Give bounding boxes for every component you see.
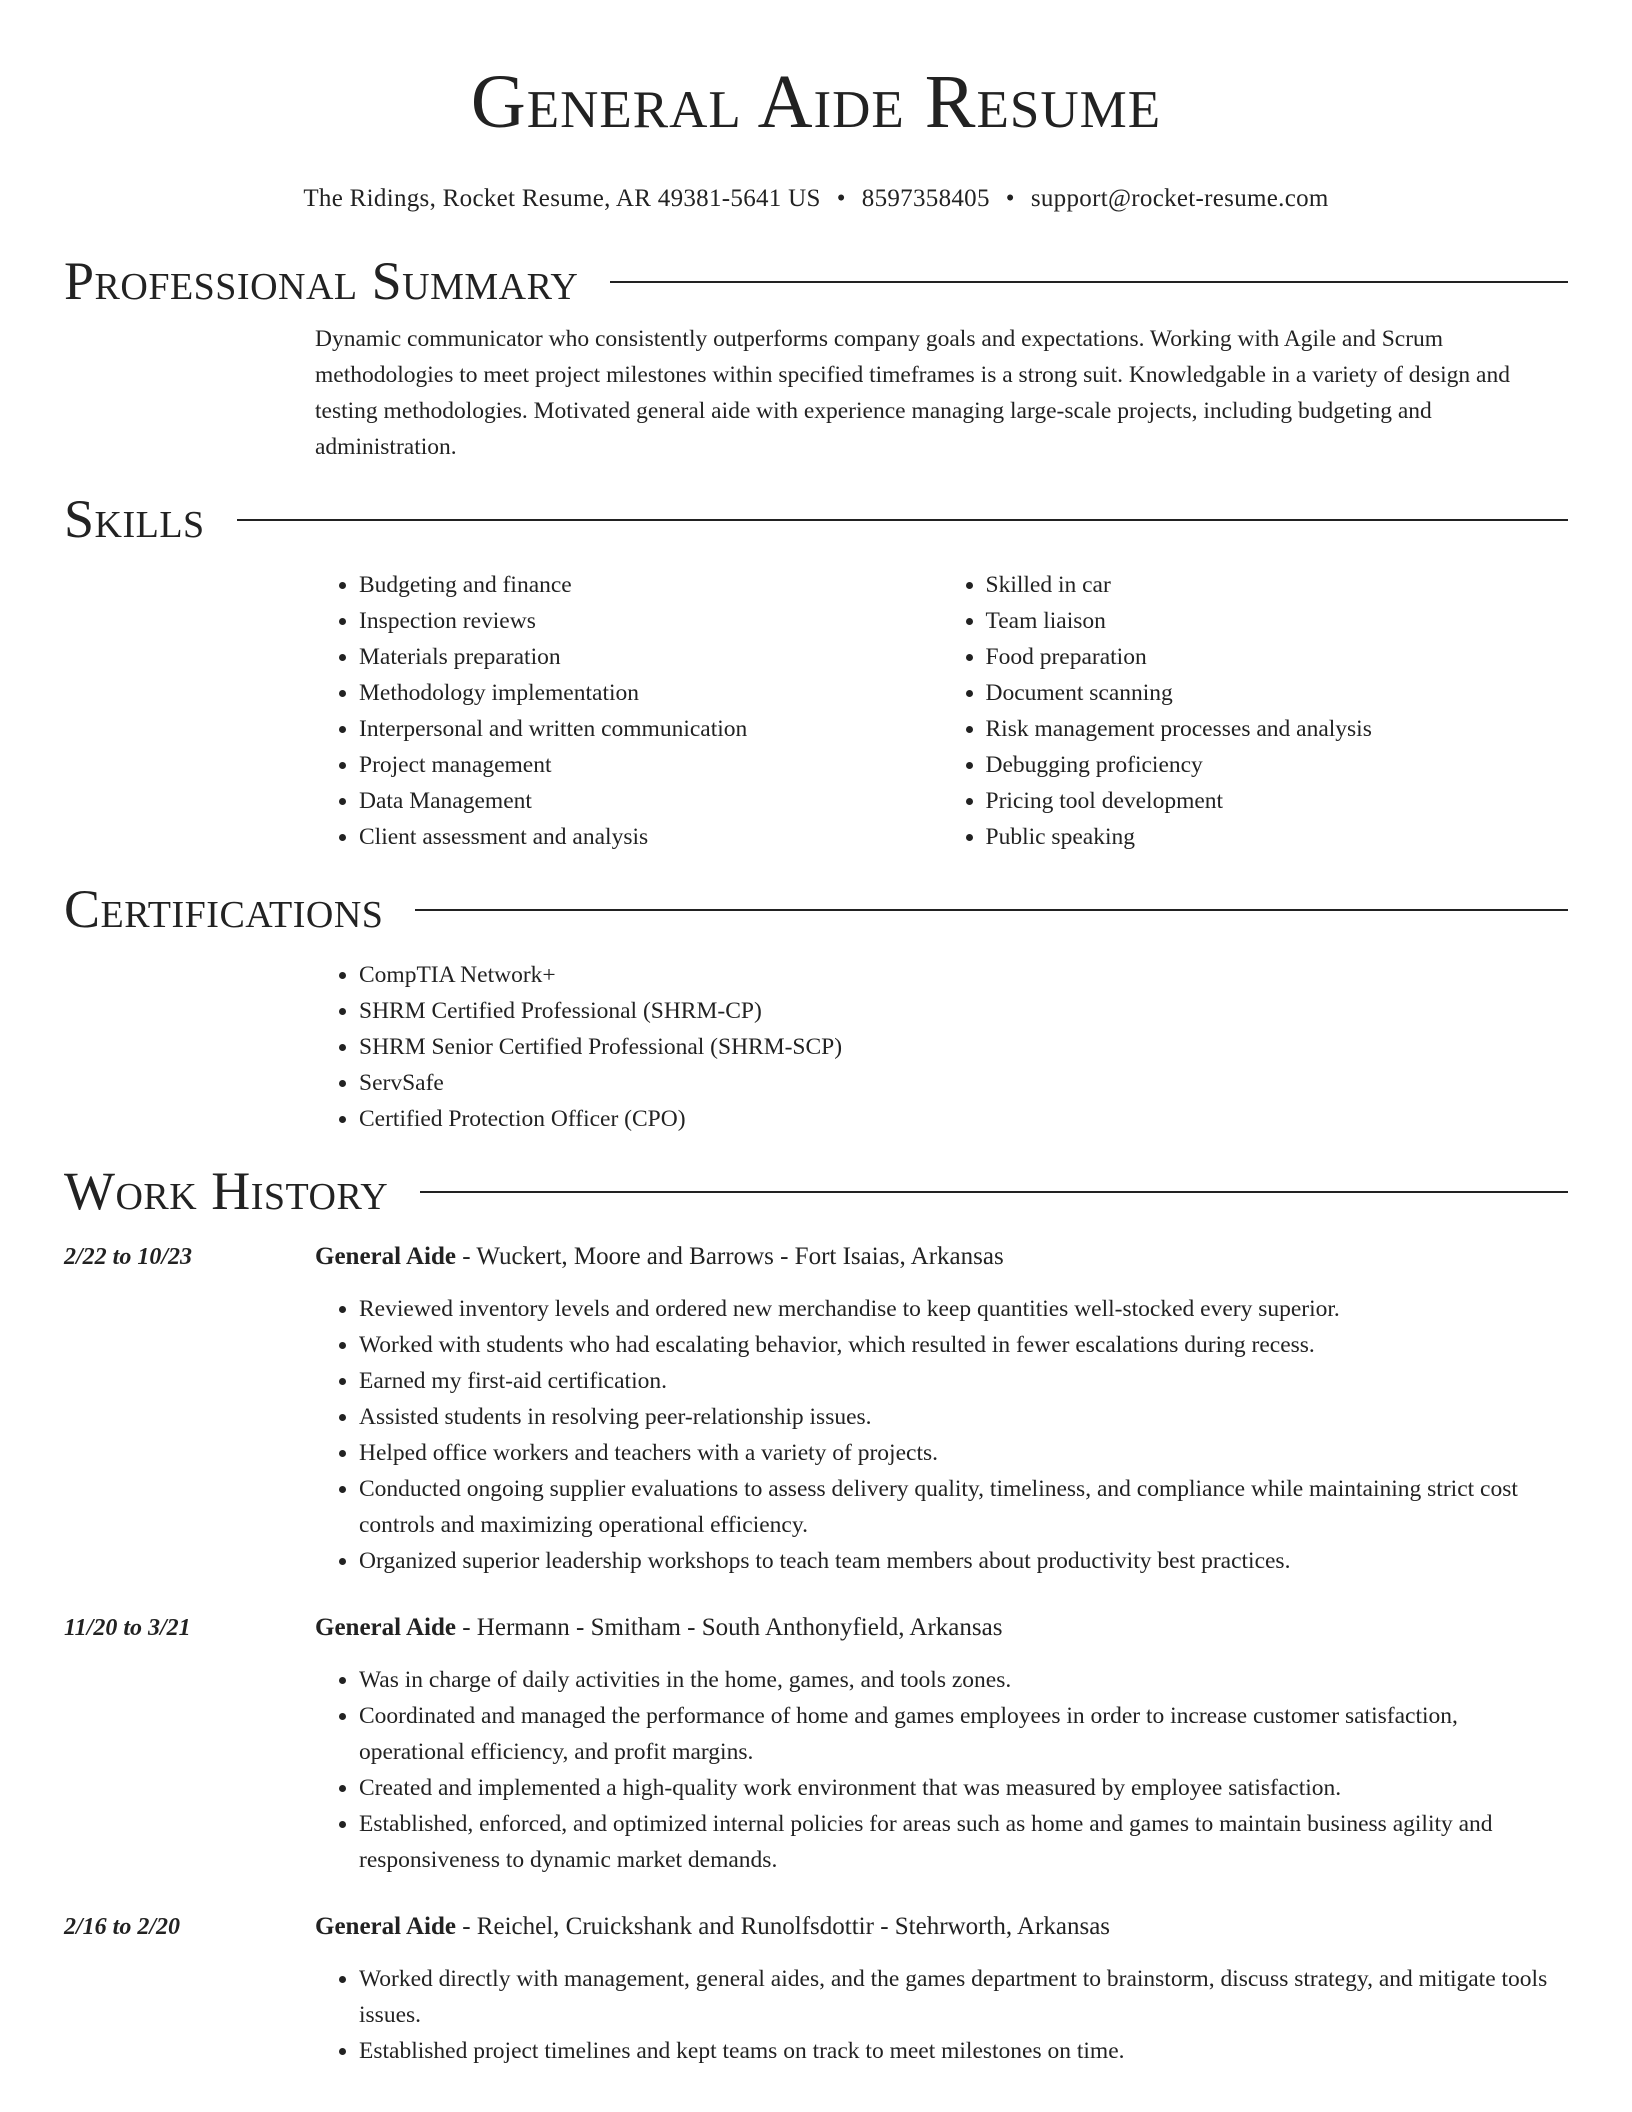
summary-heading: Professional Summary [64, 251, 579, 311]
job-body [315, 1961, 1568, 2069]
job-bullet: • Established, enforced, and optimized internal policies for areas such as home and games to maintain business agility and responsiveness to dynamic market demands. [359, 1806, 1568, 1878]
job-list [64, 1239, 1568, 2069]
skill-item: • Project management [359, 747, 942, 783]
job-bullet-list [315, 1961, 1568, 2069]
summary-body [315, 321, 1568, 465]
job-bullet: • Established project timelines and kept teams on track to meet milestones on time. [359, 2033, 1568, 2069]
certifications-header [64, 879, 1568, 939]
skill-item: • Client assessment and analysis [359, 819, 942, 855]
job-title-line [315, 1610, 1002, 1646]
skills-header [64, 489, 1568, 549]
job-body [315, 1291, 1568, 1579]
skills-section [64, 489, 1568, 855]
job-title-line [315, 1909, 1110, 1945]
job-bullet-list [315, 1291, 1568, 1579]
contact-separator: • [1005, 185, 1015, 212]
job-header [64, 1610, 1568, 1646]
job-employer-location: - Reichel, Cruickshank and Runolfsdottir - Stehrworth, Arkansas [455, 1913, 1111, 1940]
job-employer-location: - Wuckert, Moore and Barrows - Fort Isaias, Arkansas [455, 1243, 1004, 1270]
work-history-heading: Work History [64, 1161, 389, 1221]
job-role: General Aide [315, 1614, 456, 1641]
certification-item: • ServSafe [359, 1065, 1568, 1101]
skill-item: • Budgeting and finance [359, 567, 942, 603]
skill-item: • Public speaking [986, 819, 1569, 855]
summary-text: Dynamic communicator who consistently outperforms company goals and expectations. Working with Agile and Scrum methodologies to meet project milestones within specified timeframes is a strong suit. Knowledgable in a variety of design and testing methodologies. Motivated general aide with experience managing large-scale projects, including budgeting and administration. [315, 326, 1510, 460]
job-role: General Aide [315, 1243, 456, 1270]
job-dates: 11/20 to 3/21 [64, 1615, 191, 1641]
job-header [64, 1239, 1568, 1275]
contact-address: The Ridings, Rocket Resume, AR 49381-5641 US [303, 185, 821, 212]
skill-item: • Risk management processes and analysis [986, 711, 1569, 747]
work-history-header [64, 1161, 1568, 1221]
section-divider [420, 1191, 1568, 1193]
skill-item: • Food preparation [986, 639, 1569, 675]
job-bullet: • Conducted ongoing supplier evaluations to assess delivery quality, timeliness, and compliance while maintaining strict cost controls and maximizing operational efficiency. [359, 1471, 1568, 1543]
skill-item: • Team liaison [986, 603, 1569, 639]
summary-section [64, 251, 1568, 465]
job-header [64, 1909, 1568, 1945]
skill-item: • Interpersonal and written communication [359, 711, 942, 747]
skill-item: • Data Management [359, 783, 942, 819]
job-bullet: • Was in charge of daily activities in the home, games, and tools zones. [359, 1662, 1568, 1698]
resume-title: General Aide Resume [470, 60, 1162, 144]
skill-item: • Document scanning [986, 675, 1569, 711]
job-bullet: • Assisted students in resolving peer-relationship issues. [359, 1399, 1568, 1435]
certification-item: • Certified Protection Officer (CPO) [359, 1101, 1568, 1137]
certifications-body [315, 957, 1568, 1137]
section-divider [415, 909, 1568, 911]
job-bullet: • Worked with students who had escalating behavior, which resulted in fewer escalations during recess. [359, 1327, 1568, 1363]
certifications-list [315, 957, 1568, 1137]
certification-item: • SHRM Certified Professional (SHRM-CP) [359, 993, 1568, 1029]
job-entry [64, 1610, 1568, 1878]
job-employer-location: - Hermann - Smitham - South Anthonyfield, Arkansas [455, 1614, 1003, 1641]
certifications-section [64, 879, 1568, 1137]
skill-item: • Materials preparation [359, 639, 942, 675]
skill-item: • Debugging proficiency [986, 747, 1569, 783]
job-bullet: • Coordinated and managed the performance of home and games employees in order to increase customer satisfaction, operational efficiency, and profit margins. [359, 1698, 1568, 1770]
summary-header [64, 251, 1568, 311]
skills-list-left [315, 567, 942, 855]
skills-list-right [942, 567, 1569, 855]
section-divider [610, 281, 1568, 283]
skill-item: • Pricing tool development [986, 783, 1569, 819]
work-history-section [64, 1161, 1568, 2069]
job-entry [64, 1239, 1568, 1579]
skill-item: • Methodology implementation [359, 675, 942, 711]
job-body [315, 1662, 1568, 1878]
certification-item: • SHRM Senior Certified Professional (SHRM-SCP) [359, 1029, 1568, 1065]
job-bullet: • Earned my first-aid certification. [359, 1363, 1568, 1399]
job-bullet-list [315, 1662, 1568, 1878]
contact-line [64, 184, 1568, 214]
section-divider [237, 519, 1568, 521]
certifications-heading: Certifications [64, 879, 384, 939]
job-title-line [315, 1239, 1004, 1275]
skills-grid [315, 567, 1568, 855]
certification-item: • CompTIA Network+ [359, 957, 1568, 993]
contact-phone: 8597358405 [861, 185, 990, 212]
contact-email[interactable]: support@rocket-resume.com [1030, 185, 1329, 212]
job-bullet: • Organized superior leadership workshops to teach team members about productivity best practices. [359, 1543, 1568, 1579]
contact-separator: • [836, 185, 846, 212]
skills-heading: Skills [64, 489, 205, 549]
job-bullet: • Helped office workers and teachers with a variety of projects. [359, 1435, 1568, 1471]
job-bullet: • Reviewed inventory levels and ordered new merchandise to keep quantities well-stocked every superior. [359, 1291, 1568, 1327]
job-dates: 2/16 to 2/20 [64, 1914, 181, 1940]
skill-item: • Skilled in car [986, 567, 1569, 603]
job-role: General Aide [315, 1913, 456, 1940]
skill-item: • Inspection reviews [359, 603, 942, 639]
job-bullet: • Created and implemented a high-quality work environment that was measured by employee satisfaction. [359, 1770, 1568, 1806]
job-entry [64, 1909, 1568, 2069]
job-dates: 2/22 to 10/23 [64, 1244, 193, 1270]
job-bullet: • Worked directly with management, general aides, and the games department to brainstorm, discuss strategy, and mitigate tools issues. [359, 1961, 1568, 2033]
